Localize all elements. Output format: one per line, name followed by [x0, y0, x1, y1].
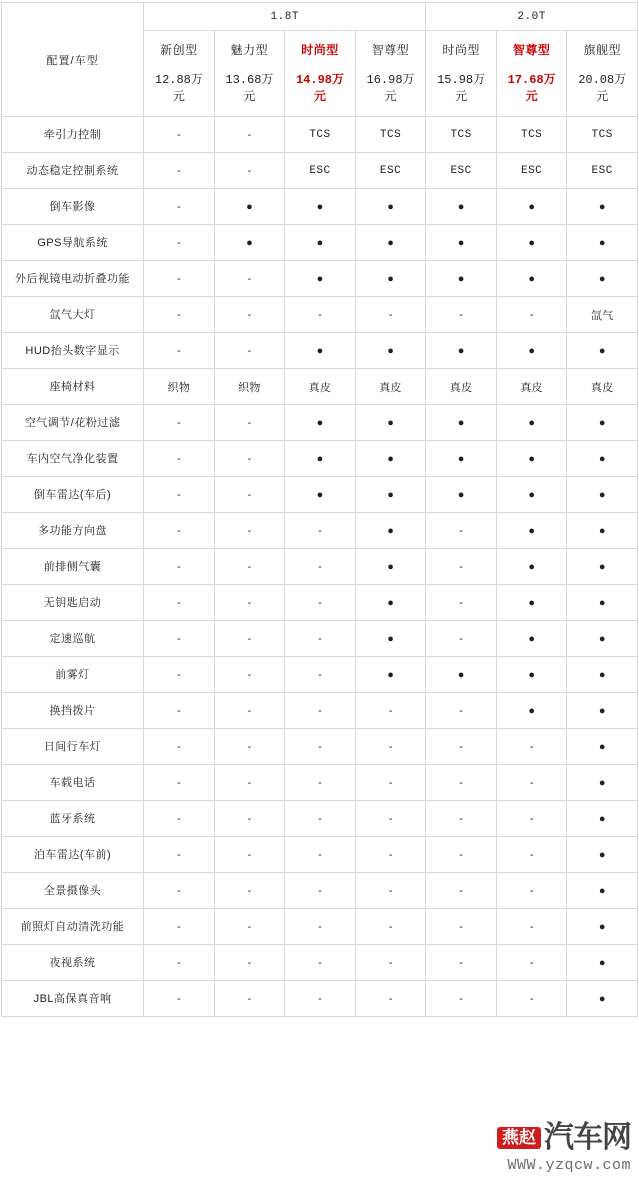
feature-value: - — [285, 837, 356, 873]
feature-value: ESC — [426, 153, 497, 189]
table-row — [2, 981, 638, 1017]
feature-value: - — [285, 621, 356, 657]
trim-price-unit: 元 — [172, 89, 185, 104]
feature-value: ● — [496, 621, 567, 657]
feature-name: 前照灯自动清洗功能 — [2, 909, 144, 945]
watermark-sitename: 汽车网 — [544, 1120, 631, 1154]
feature-value: - — [214, 549, 285, 585]
feature-value: - — [214, 405, 285, 441]
feature-value: - — [285, 801, 356, 837]
feature-value: ● — [496, 261, 567, 297]
table-row — [2, 585, 638, 621]
feature-value: ● — [567, 693, 638, 729]
feature-value: ● — [426, 333, 497, 369]
feature-value: - — [214, 945, 285, 981]
feature-value: ● — [285, 333, 356, 369]
feature-name: 夜视系统 — [2, 945, 144, 981]
table-row — [2, 765, 638, 801]
table-row — [2, 693, 638, 729]
feature-value: ● — [426, 441, 497, 477]
feature-value: - — [144, 549, 215, 585]
feature-value: - — [214, 513, 285, 549]
feature-value: - — [496, 981, 567, 1017]
feature-value: ● — [496, 513, 567, 549]
trim-price-unit: 元 — [384, 89, 397, 104]
feature-value: ● — [355, 477, 426, 513]
feature-value: - — [214, 585, 285, 621]
feature-value: - — [426, 801, 497, 837]
trim-name: 时尚型 — [301, 42, 339, 57]
feature-value: - — [426, 945, 497, 981]
feature-value: - — [144, 585, 215, 621]
feature-value: - — [496, 297, 567, 333]
feature-name: JBL高保真音响 — [2, 981, 144, 1017]
feature-value: - — [426, 621, 497, 657]
feature-value: ● — [567, 981, 638, 1017]
feature-value: ● — [567, 549, 638, 585]
feature-value: - — [355, 801, 426, 837]
feature-value: - — [496, 801, 567, 837]
feature-value: ● — [567, 945, 638, 981]
feature-name: 倒车雷达(车后) — [2, 477, 144, 513]
feature-value: - — [355, 981, 426, 1017]
trim-column-5 — [496, 31, 567, 117]
feature-name: 多功能方向盘 — [2, 513, 144, 549]
feature-value: - — [144, 981, 215, 1017]
feature-value: ● — [355, 441, 426, 477]
trim-price: 16.98万 — [366, 72, 415, 87]
feature-value: ● — [355, 189, 426, 225]
feature-value: - — [214, 837, 285, 873]
feature-name: 空气调节/花粉过滤 — [2, 405, 144, 441]
feature-value: - — [496, 873, 567, 909]
feature-value: - — [285, 693, 356, 729]
feature-value: ● — [355, 405, 426, 441]
trim-price-unit: 元 — [313, 89, 326, 104]
trim-name: 智尊型 — [512, 42, 551, 57]
feature-name: 车内空气净化装置 — [2, 441, 144, 477]
table-row — [2, 513, 638, 549]
feature-value: 织物 — [144, 369, 215, 405]
feature-value: - — [144, 621, 215, 657]
feature-value: - — [285, 765, 356, 801]
table-row — [2, 621, 638, 657]
feature-value: - — [214, 909, 285, 945]
feature-value: ● — [426, 261, 497, 297]
trim-name: 智尊型 — [371, 42, 410, 57]
feature-value: ● — [496, 333, 567, 369]
feature-value: ● — [496, 225, 567, 261]
feature-value: ● — [355, 261, 426, 297]
feature-value: - — [426, 909, 497, 945]
feature-value: - — [426, 549, 497, 585]
feature-value: - — [426, 981, 497, 1017]
trim-name: 魅力型 — [230, 42, 269, 57]
trim-name: 旗舰型 — [583, 42, 621, 57]
feature-value: - — [144, 801, 215, 837]
trim-price-unit: 元 — [243, 89, 256, 104]
feature-value: - — [285, 297, 356, 333]
table-row — [2, 801, 638, 837]
feature-value: - — [426, 585, 497, 621]
feature-value: - — [496, 729, 567, 765]
trim-name: 时尚型 — [442, 42, 480, 57]
feature-value: - — [214, 873, 285, 909]
feature-value: - — [214, 297, 285, 333]
feature-value: ● — [567, 405, 638, 441]
configuration-comparison-table — [1, 2, 638, 1017]
feature-value: ● — [567, 729, 638, 765]
feature-value: - — [426, 729, 497, 765]
feature-value: - — [214, 693, 285, 729]
feature-value: ● — [285, 477, 356, 513]
feature-value: 真皮 — [496, 369, 567, 405]
feature-value: - — [214, 765, 285, 801]
feature-value: ● — [567, 477, 638, 513]
trim-price: 14.98万 — [295, 72, 344, 87]
feature-value: - — [214, 801, 285, 837]
trim-column-3 — [355, 31, 426, 117]
trim-price-unit: 元 — [525, 89, 538, 104]
feature-value: - — [426, 765, 497, 801]
feature-name: 车载电话 — [2, 765, 144, 801]
feature-value: - — [426, 513, 497, 549]
table-row — [2, 837, 638, 873]
feature-value: - — [144, 765, 215, 801]
feature-value: 氙气 — [567, 297, 638, 333]
feature-name: 无钥匙启动 — [2, 585, 144, 621]
feature-value: 真皮 — [426, 369, 497, 405]
feature-name: 蓝牙系统 — [2, 801, 144, 837]
table-row — [2, 945, 638, 981]
feature-value: - — [355, 297, 426, 333]
feature-value: - — [144, 261, 215, 297]
table-row — [2, 333, 638, 369]
feature-value: - — [214, 621, 285, 657]
feature-name: 日间行车灯 — [2, 729, 144, 765]
feature-value: ● — [496, 405, 567, 441]
table-row — [2, 405, 638, 441]
feature-value: TCS — [355, 117, 426, 153]
feature-value: ● — [426, 477, 497, 513]
feature-value: - — [426, 693, 497, 729]
feature-value: - — [496, 945, 567, 981]
feature-value: 真皮 — [285, 369, 356, 405]
feature-value: - — [144, 117, 215, 153]
watermark-badge: 燕赵 — [497, 1127, 541, 1149]
feature-value: - — [214, 729, 285, 765]
feature-value: ● — [567, 657, 638, 693]
feature-value: 真皮 — [355, 369, 426, 405]
header-corner-label: 配置/车型 — [2, 3, 144, 117]
table-row — [2, 477, 638, 513]
feature-value: - — [144, 945, 215, 981]
feature-value: - — [285, 981, 356, 1017]
feature-value: - — [144, 693, 215, 729]
feature-value: - — [285, 513, 356, 549]
feature-value: - — [144, 189, 215, 225]
feature-value: ● — [496, 657, 567, 693]
feature-name: HUD抬头数字显示 — [2, 333, 144, 369]
feature-value: - — [214, 153, 285, 189]
trim-price-unit: 元 — [596, 89, 609, 104]
feature-value: ● — [567, 513, 638, 549]
feature-value: ESC — [285, 153, 356, 189]
table-row — [2, 297, 638, 333]
header-group-1: 1.8T — [144, 3, 426, 31]
feature-value: ● — [355, 333, 426, 369]
feature-value: ● — [355, 225, 426, 261]
feature-value: - — [355, 765, 426, 801]
feature-value: ● — [496, 441, 567, 477]
feature-name: 倒车影像 — [2, 189, 144, 225]
feature-value: - — [144, 657, 215, 693]
feature-value: - — [144, 729, 215, 765]
feature-value: ● — [426, 225, 497, 261]
header-row-engine-groups — [2, 3, 638, 31]
table-header — [2, 3, 638, 117]
feature-value: - — [214, 981, 285, 1017]
feature-value: ● — [567, 909, 638, 945]
feature-value: - — [426, 297, 497, 333]
feature-value: ● — [567, 765, 638, 801]
feature-value: ESC — [567, 153, 638, 189]
trim-price: 13.68万 — [225, 72, 274, 87]
table-row — [2, 189, 638, 225]
feature-value: - — [214, 657, 285, 693]
feature-value: 织物 — [214, 369, 285, 405]
feature-value: ● — [285, 189, 356, 225]
feature-value: - — [285, 909, 356, 945]
feature-name: 外后视镜电动折叠功能 — [2, 261, 144, 297]
feature-value: - — [355, 945, 426, 981]
header-group-2: 2.0T — [426, 3, 638, 31]
feature-value: TCS — [426, 117, 497, 153]
feature-value: ● — [355, 549, 426, 585]
table-row — [2, 729, 638, 765]
feature-value: - — [214, 477, 285, 513]
feature-value: ● — [567, 873, 638, 909]
feature-value: ● — [567, 621, 638, 657]
feature-name: 牵引力控制 — [2, 117, 144, 153]
feature-value: - — [285, 585, 356, 621]
feature-value: ● — [496, 585, 567, 621]
feature-value: - — [285, 945, 356, 981]
feature-value: ● — [567, 801, 638, 837]
feature-value: TCS — [567, 117, 638, 153]
feature-value: - — [285, 549, 356, 585]
feature-name: 定速巡航 — [2, 621, 144, 657]
trim-price-unit: 元 — [455, 89, 468, 104]
watermark-url: WWW.yzqcw.com — [507, 1156, 631, 1174]
trim-price: 15.98万 — [437, 72, 486, 87]
table-row — [2, 225, 638, 261]
feature-value: - — [144, 297, 215, 333]
feature-value: - — [355, 729, 426, 765]
feature-value: - — [285, 657, 356, 693]
watermark-logo-row — [497, 1120, 631, 1154]
feature-value: ● — [567, 225, 638, 261]
feature-value: ● — [214, 189, 285, 225]
feature-value: - — [144, 837, 215, 873]
feature-value: - — [214, 261, 285, 297]
table-row — [2, 549, 638, 585]
feature-value: - — [144, 873, 215, 909]
feature-value: ● — [567, 333, 638, 369]
feature-value: TCS — [496, 117, 567, 153]
feature-value: TCS — [285, 117, 356, 153]
trim-price: 17.68万 — [507, 72, 556, 87]
feature-value: ● — [285, 225, 356, 261]
feature-name: GPS导航系统 — [2, 225, 144, 261]
feature-value: - — [496, 765, 567, 801]
feature-value: - — [144, 333, 215, 369]
feature-value: ● — [285, 441, 356, 477]
table-row — [2, 261, 638, 297]
feature-value: ● — [214, 225, 285, 261]
trim-column-6 — [567, 31, 638, 117]
feature-value: ● — [355, 585, 426, 621]
feature-value: ● — [426, 657, 497, 693]
feature-value: - — [355, 693, 426, 729]
feature-value: ● — [355, 621, 426, 657]
feature-value: ● — [567, 189, 638, 225]
feature-value: ● — [496, 189, 567, 225]
feature-value: - — [144, 405, 215, 441]
trim-price: 20.08万 — [578, 72, 627, 87]
trim-name: 新创型 — [160, 42, 198, 57]
table-row — [2, 441, 638, 477]
feature-name: 全景摄像头 — [2, 873, 144, 909]
feature-value: ● — [426, 405, 497, 441]
feature-value: - — [144, 441, 215, 477]
feature-value: ● — [285, 405, 356, 441]
feature-value: ● — [496, 477, 567, 513]
table-row — [2, 369, 638, 405]
feature-name: 泊车雷达(车前) — [2, 837, 144, 873]
trim-column-1 — [214, 31, 285, 117]
feature-value: ● — [285, 261, 356, 297]
feature-value: ESC — [496, 153, 567, 189]
feature-value: - — [144, 153, 215, 189]
table-row — [2, 153, 638, 189]
trim-column-0 — [144, 31, 215, 117]
trim-column-2 — [285, 31, 356, 117]
table-row — [2, 117, 638, 153]
table-row — [2, 657, 638, 693]
feature-name: 前雾灯 — [2, 657, 144, 693]
feature-value: - — [144, 513, 215, 549]
feature-value: - — [426, 837, 497, 873]
feature-name: 氙气大灯 — [2, 297, 144, 333]
feature-value: - — [496, 837, 567, 873]
feature-value: ● — [496, 693, 567, 729]
feature-value: - — [355, 909, 426, 945]
table-row — [2, 909, 638, 945]
feature-value: ● — [355, 657, 426, 693]
feature-value: - — [285, 729, 356, 765]
trim-price: 12.88万 — [154, 72, 203, 87]
table-row — [2, 873, 638, 909]
feature-name: 前排侧气囊 — [2, 549, 144, 585]
feature-value: ● — [567, 585, 638, 621]
feature-value: - — [355, 837, 426, 873]
feature-value: ● — [567, 837, 638, 873]
feature-value: ● — [567, 261, 638, 297]
feature-name: 动态稳定控制系统 — [2, 153, 144, 189]
feature-value: 真皮 — [567, 369, 638, 405]
feature-value: - — [214, 441, 285, 477]
feature-value: ESC — [355, 153, 426, 189]
feature-value: ● — [496, 549, 567, 585]
table-body — [2, 117, 638, 1017]
trim-column-4 — [426, 31, 497, 117]
feature-value: ● — [426, 189, 497, 225]
feature-value: - — [144, 909, 215, 945]
site-watermark — [471, 1120, 631, 1176]
feature-value: - — [355, 873, 426, 909]
feature-value: - — [496, 909, 567, 945]
feature-value: - — [144, 477, 215, 513]
feature-value: - — [285, 873, 356, 909]
feature-name: 座椅材料 — [2, 369, 144, 405]
feature-name: 换挡拨片 — [2, 693, 144, 729]
feature-value: - — [214, 117, 285, 153]
feature-value: ● — [567, 441, 638, 477]
feature-value: ● — [355, 513, 426, 549]
feature-value: - — [214, 333, 285, 369]
feature-value: - — [426, 873, 497, 909]
feature-value: - — [144, 225, 215, 261]
